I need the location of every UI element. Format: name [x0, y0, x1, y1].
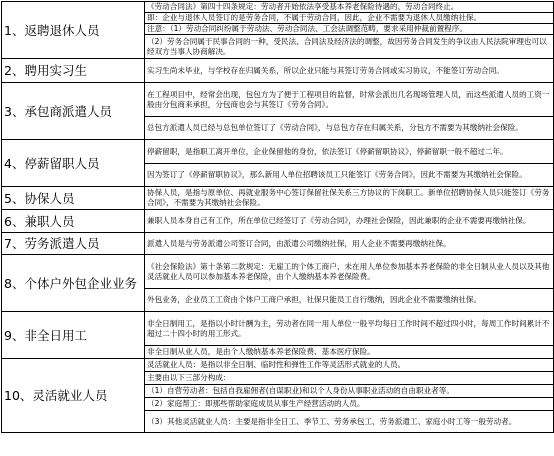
- description-cell: 派遣人员是与劳务派遣公司签订合同，由派遣公司缴纳社保，用人企业不需要再缴纳社保。: [145, 233, 554, 255]
- category-cell: 10、灵活就业人员: [2, 359, 145, 433]
- category-cell: 3、承包商派遣人员: [2, 83, 145, 140]
- category-cell: 5、协保人员: [2, 187, 145, 210]
- category-cell: 8、个体户外包企业业务: [2, 255, 145, 312]
- description-cell: 主要由以下三部分构成：: [145, 372, 554, 385]
- description-cell: 因为签订了《停薪留职协议》，那么新用人单位招聘该员工只能签订《劳务合同》，因此不需要为其缴纳社会保险。: [145, 164, 554, 187]
- description-cell: 外包业务，企业员工工资由个体户工商户承担，社保只能员工自行缴纳，因此企业不需要缴纳社保。: [145, 289, 554, 312]
- table-row: [2, 312, 554, 346]
- description-cell: 注意：（1）劳动合同纠纷属于劳动法、劳动合同法、工会法调整范畴，要求采用仲裁前置程序。: [145, 24, 554, 35]
- table-row: [2, 210, 554, 233]
- category-cell: 1、返聘退休人员: [2, 2, 145, 59]
- description-cell: 非全日制用工，是指以小时计酬为主，劳动者在同一用人单位一般平均每日工作时间不超过四小时，每周工作时间累计不超过二十四小时的用工形式。: [145, 312, 554, 346]
- category-cell: 9、非全日用工: [2, 312, 145, 359]
- description-cell: 在工程项目中，经常会出现，包包方为了便于工程项目的监督，时常会派出几名现场管理人员，而这些派遣人员的工资一般由分包商来承担，分包商也会与其签订《劳务合同》。: [145, 83, 554, 117]
- description-cell: 实习生尚未毕业，与学校存在归属关系，所以企业只能与其签订劳务合同或实习协议，不能签订劳动合同。: [145, 59, 554, 83]
- description-cell: 灵活就业人员：是指以非全日制、临时性和弹性工作等灵活形式就业的人员。: [145, 359, 554, 372]
- description-cell: （2）劳务合同属于民事合同的一种，受民法、合同法及经济法的调整，故因劳务合同发生的争议由人民法院审理也可以经双方当事人协商解决。: [145, 35, 554, 59]
- description-cell: 停薪留职，是指职工离开单位，企业保留他的身份，依法签订《停薪留职协议》，停薪留职一般不超过二年。: [145, 140, 554, 164]
- table-row: [2, 59, 554, 83]
- table-row: [2, 359, 554, 372]
- table-row: [2, 233, 554, 255]
- table-row: [2, 255, 554, 289]
- description-cell: （3）其他灵活就业人员：主要是指非全日工、季节工、劳务承包工、劳务派遣工、家庭小时工等一般劳动者。: [145, 411, 554, 433]
- table-row: [2, 2, 554, 13]
- description-cell: （2）家庭帮工：即那些帮助家庭成员从事生产经营活动的人员。: [145, 398, 554, 411]
- description-cell: 兼职人员本身自己有工作，所在单位已经签订了《劳动合同》，办理社会保险，因此兼职的企业不需要再缴纳社保。: [145, 210, 554, 233]
- description-cell: 《劳动合同法》第四十四条规定：劳动者开始依法享受基本养老保险待遇的，劳动合同终止。: [145, 2, 554, 13]
- description-cell: 协保人员，是指与原单位、再就业服务中心签订保留社保关系三方协议的下岗职工。新单位招聘协保人员只能签订《劳务合同》，不需要为其缴纳社会保险。: [145, 187, 554, 210]
- description-cell: （1）自营劳动者：包括自我雇佣者(自谋职业)和以个人身份从事职业活动的自由职业者等。: [145, 385, 554, 398]
- category-cell: 4、停薪留职人员: [2, 140, 145, 187]
- table-row: [2, 83, 554, 117]
- description-cell: 非全日制从业人员，是由个人缴纳基本养老保险费、基本医疗保险。: [145, 346, 554, 359]
- description-cell: 总包方派遣人员已经与总包单位签订了《劳动合同》，与总包方存在归属关系，分包方不需要为其缴纳社会保险。: [145, 117, 554, 140]
- description-cell: 即：企业与退休人员签订的是劳务合同，不属于劳动合同，因此，企业不需要为退休人员缴纳社保。: [145, 13, 554, 24]
- social-insurance-table: [1, 1, 554, 433]
- category-cell: 2、聘用实习生: [2, 59, 145, 83]
- table-row: [2, 140, 554, 164]
- description-cell: 《社会保险法》第十条第二款规定：无雇工的个体工商户、未在用人单位参加基本养老保险的非全日制从业人员以及其他灵活就业人员可以参加基本养老保险，由个人缴纳基本养老保险费。: [145, 255, 554, 289]
- category-cell: 7、劳务派遣人员: [2, 233, 145, 255]
- table-row: [2, 187, 554, 210]
- category-cell: 6、兼职人员: [2, 210, 145, 233]
